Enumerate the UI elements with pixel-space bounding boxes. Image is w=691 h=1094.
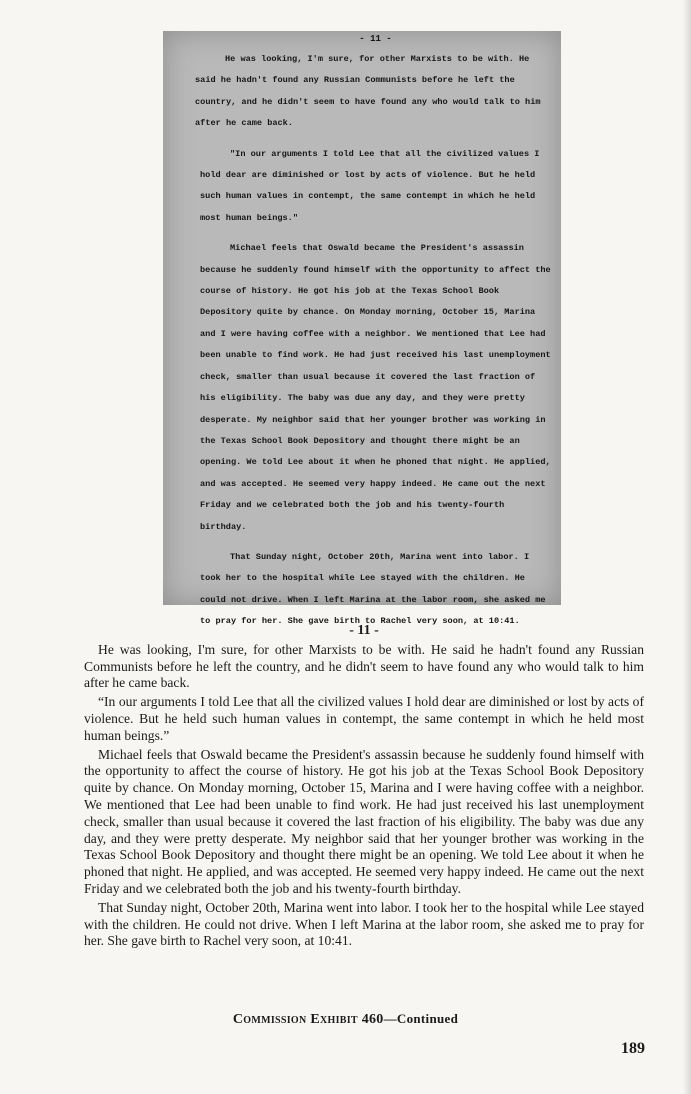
scan-paragraph: That Sunday night, October 20th, Marina went into labor. I took her to the hospital while Lee stayed with the children. He could not drive. When I left Marina at the labor room, she asked me to pray for her. She gave birth to Rachel very soon, at 10:41. <box>200 551 546 627</box>
print-paragraph: He was looking, I'm sure, for other Marxists to be with. He said he hadn't found any Russian Communists before he left the country, and he didn't seem to have found any who would talk to him after he came back. <box>84 641 644 691</box>
exhibit-label: Commission Exhibit 460 <box>232 1012 384 1027</box>
scan-page-number: - 11 - <box>359 34 392 44</box>
folio-number: 189 <box>621 1040 645 1057</box>
typewritten-page-photo <box>163 31 561 627</box>
print-paragraph: “In our arguments I told Lee that all the civilized values I hold dear are diminished or lost by acts of violence. But he held such human values in contempt, the same contempt in which he held most human beings.” <box>84 694 644 743</box>
scan-paragraph: Michael feels that Oswald became the President's assassin because he suddenly found himself with the opportunity to affect the course of history. He got his job at the Texas School Book Depository quite by chance. On Monday morning, October 15, Marina and I were having coffee with a neighbor. We mentioned that Lee had been unable to find work. He had just received his last unemployment check, smaller than usual because it covered the last fraction of his eligibility. The baby was due any day, and they were pretty desperate. My neighbor said that her younger brother was working in the Texas School Book Depository and thought there might be an opening. We told Lee about it when he phoned that night. He applied, and was accepted. He seemed very happy indeed. He came out the next Friday and we celebrated both the job and his twenty-fourth birthday. <box>200 243 551 532</box>
print-paragraph: That Sunday night, October 20th, Marina went into labor. I took her to the hospital while Lee stayed with the children. He could not drive. When I left Marina at the labor room, she asked me to pray for her. She gave birth to Rachel very soon, at 10:41. <box>84 899 644 949</box>
print-page-number: - 11 - <box>349 623 379 638</box>
scan-paragraph: "In our arguments I told Lee that all the civilized values I hold dear are diminished or lost by acts of violence. But he held such human values in contempt, the same contempt in which he held most human beings." <box>200 148 540 223</box>
scan-paragraph: He was looking, I'm sure, for other Marxists to be with. He said he hadn't found any Russian Communists before he left the country, and he didn't seem to have found any who would talk to him after he came back. <box>195 54 541 129</box>
exhibit-caption <box>0 1011 691 1028</box>
print-paragraph: Michael feels that Oswald became the President's assassin because he suddenly found himself with the opportunity to affect the course of history. He got his job at the Texas School Book Depository quite by chance. On Monday morning, October 15, Marina and I were having coffee with a neighbor. We mentioned that Lee had been unable to find work. He had just received his last unemployment check, smaller than usual because it covered the last fraction of his eligibility. The baby was due any day, and they were pretty desperate. My neighbor said that her younger brother was working in the Texas School Book Depository and thought there might be an opening. We told Lee about it when he phoned that night. He applied, and was accepted. He seemed very happy indeed. He came out the next Friday and we celebrated both the job and his twenty-fourth birthday. <box>84 746 644 896</box>
exhibit-suffix: —Continued <box>383 1011 459 1026</box>
typeset-transcription <box>84 623 644 952</box>
page-edge-shadow <box>683 0 691 1094</box>
